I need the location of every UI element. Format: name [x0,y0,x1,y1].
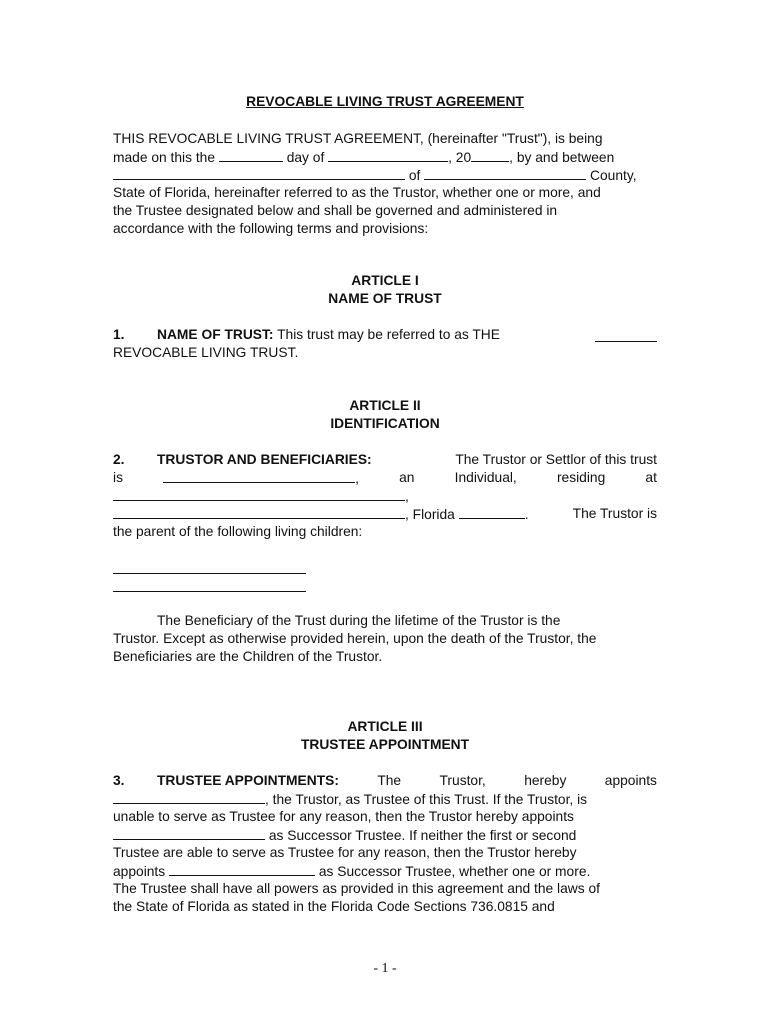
section-text: , [355,471,359,486]
section-text: at [645,470,657,485]
section-text: The Trustor or Settlor of this trust [455,452,657,467]
day-blank[interactable] [219,148,283,162]
section-text: as Successor Trustee, whether one or more. [318,864,591,879]
section-1-line-1 [113,326,657,344]
section-3-line-3: unable to serve as Trustee for any reason, then the Trustor hereby appoints [113,809,574,824]
section-text: The [377,773,402,788]
section-3-line-1 [113,772,657,790]
month-blank[interactable] [328,148,448,162]
beneficiary-line-1: The Beneficiary of the Trust during the lifetime of the Trustor is the [157,613,561,628]
trustor-blank[interactable] [163,469,355,483]
section-number: 3. [113,773,125,788]
year-blank[interactable] [471,148,509,162]
section-3-line-8: the State of Florida as stated in the Florida Code Sections 736.0815 and [113,899,555,914]
section-text: hereby [524,773,567,788]
section-label: TRUSTOR AND BENEFICIARIES: [157,452,372,467]
section-text: appoints [604,773,657,788]
county-blank[interactable] [424,166,586,180]
section-2-line-4 [113,505,657,523]
preamble-line-1: THIS REVOCABLE LIVING TRUST AGREEMENT, (hereinafter "Trust"), is being [113,131,603,146]
section-text: appoints [113,864,166,879]
section-3-line-2 [113,790,657,808]
preamble-line-5 [113,202,657,220]
section-text: an [399,470,415,485]
section-label: TRUSTEE APPOINTMENTS: [157,773,339,788]
section-3-line-5: Trustee are able to serve as Trustee for any reason, then the Trustor hereby [113,845,577,860]
successor-trustee-blank[interactable] [113,826,265,840]
section-text: residing [556,470,606,485]
section-text: , the Trustor, as Trustee of this Trust. If the Trustor, is [265,792,588,807]
section-2-line-3 [113,487,657,505]
section-text: , [405,489,409,504]
address-blank[interactable] [113,487,405,501]
section-text: , Florida [405,507,455,522]
section-2-line-1 [113,451,657,469]
child-line-1 [113,560,657,578]
child-line-2 [113,578,657,596]
section-text: Individual, [454,470,517,485]
child-name-blank[interactable] [113,578,306,592]
article-1-heading: ARTICLE I [351,273,419,288]
section-2-line-2 [113,469,657,487]
preamble-text: day of [286,150,325,165]
article-2-subheading: IDENTIFICATION [330,416,440,431]
city-blank[interactable] [113,505,405,519]
article-3-heading: ARTICLE III [347,719,423,734]
preamble-text: County, [590,168,637,183]
section-label: NAME OF TRUST: [157,327,274,342]
article-3-subheading: TRUSTEE APPOINTMENT [300,737,470,752]
section-text: The Trustor is [572,506,657,521]
section-3-line-7: The Trustee shall have all powers as provided in this agreement and the laws of [113,881,600,896]
child-name-blank[interactable] [113,560,306,574]
preamble-line-6: accordance with the following terms and provisions: [113,221,429,236]
section-number: 2. [113,452,125,467]
section-1-line-2: REVOCABLE LIVING TRUST. [113,345,299,360]
trust-name-blank[interactable] [595,328,657,342]
section-2-line-5: the parent of the following living children: [113,524,363,539]
section-number: 1. [113,327,125,342]
preamble-text: of [408,168,421,183]
section-text: is [113,470,123,485]
section-3-line-4 [113,826,657,844]
trustee-blank[interactable] [113,790,265,804]
beneficiary-line-3: Beneficiaries are the Children of the Trustor. [113,649,383,664]
section-text: Trustor, [439,773,486,788]
section-text: This trust may be referred to as THE [277,327,500,342]
document-title: REVOCABLE LIVING TRUST AGREEMENT [246,94,524,109]
page-number: - 1 - [373,961,397,976]
preamble-text: , 20 [448,150,472,165]
article-1-subheading: NAME OF TRUST [328,291,442,306]
article-2-heading: ARTICLE II [349,398,421,413]
section-text: as Successor Trustee. If neither the first or second [268,828,577,843]
beneficiary-line-2: Trustor. Except as otherwise provided herein, upon the death of the Trustor, the [113,631,597,646]
second-successor-blank[interactable] [169,862,315,876]
preamble-text: the Trustee designated below and shall be governed and administered in [113,203,558,218]
section-3-line-6 [113,862,657,880]
document-page [113,0,657,1024]
preamble-text: made on this the [113,150,216,165]
preamble-text: , by and between [509,150,615,165]
preamble-line-4: State of Florida, hereinafter referred to as the Trustor, whether one or more, and [113,185,601,200]
preamble-line-2 [113,148,657,166]
zip-blank[interactable] [459,505,525,519]
trustor-name-blank[interactable] [113,166,405,180]
section-text: . [524,507,529,522]
preamble-line-3 [113,166,657,184]
